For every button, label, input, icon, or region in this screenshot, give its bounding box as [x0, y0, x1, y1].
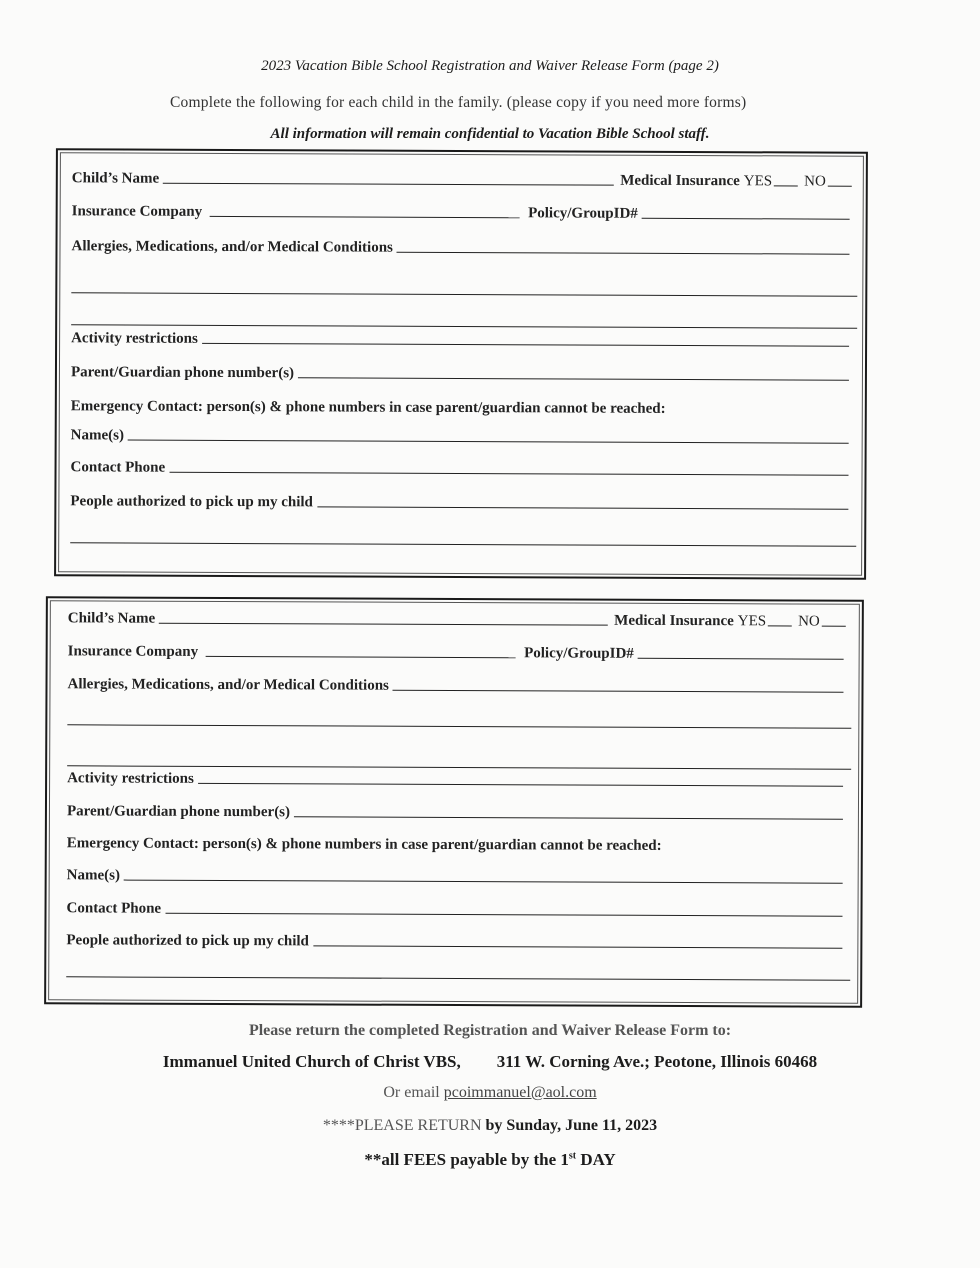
return-deadline [0, 1117, 980, 1135]
activity-restrictions-label: Activity restrictions [71, 330, 198, 347]
confidentiality-note: All information will remain confidential to Vacation Bible School staff. [270, 126, 710, 142]
names-label: Name(s) [70, 427, 125, 444]
names-row [71, 427, 853, 447]
parent-phone-field[interactable] [294, 815, 843, 819]
insurance-no-label: NO [798, 613, 820, 630]
pickup-row [70, 493, 852, 513]
activity-row [71, 330, 853, 350]
policy-group-label: Policy/GroupID# [524, 645, 634, 662]
insurance-company-label: Insurance Company [71, 203, 203, 220]
contact-phone-field[interactable] [169, 471, 848, 476]
email-link[interactable]: pcoimmanuel@aol.com [443, 1084, 597, 1101]
names-label: Name(s) [66, 867, 121, 884]
child-form-1 [54, 148, 868, 580]
pickup-row [66, 932, 846, 952]
authorized-pickup-field[interactable] [317, 505, 848, 509]
form-title: 2023 Vacation Bible School Registration and Waiver Release Form (page 2) [261, 58, 719, 74]
authorized-pickup-label: People authorized to pick up my child [66, 932, 309, 950]
allergies-row [67, 676, 847, 696]
insurance-no-label: NO [804, 173, 826, 190]
pickup-line-2[interactable] [70, 542, 856, 546]
child-name-field[interactable] [163, 182, 614, 186]
allergies-field[interactable] [393, 689, 844, 693]
parent-phone-row [67, 803, 847, 823]
policy-group-field[interactable] [638, 657, 844, 660]
emergency-row [67, 835, 847, 855]
child-name-row [72, 170, 854, 190]
insurance-row [68, 643, 848, 663]
emergency-row [71, 398, 853, 418]
instructions-text: Complete the following for each child in the family. (please copy if you need more forms) [170, 94, 747, 111]
allergies-field[interactable] [397, 251, 850, 255]
authorized-pickup-field[interactable] [313, 944, 842, 948]
activity-restrictions-field[interactable] [198, 782, 843, 787]
contact-phone-label: Contact Phone [70, 459, 166, 476]
fees-superscript: st [568, 1150, 577, 1162]
medical-insurance-label: Medical Insurance [614, 612, 734, 630]
medical-insurance-label: Medical Insurance [620, 172, 740, 190]
child-form-2 [44, 596, 864, 1008]
insurance-row [72, 203, 854, 223]
parent-phone-field[interactable] [298, 376, 849, 380]
child-name-row [68, 610, 848, 630]
please-return-label: ****PLEASE RETURN [322, 1117, 482, 1134]
insurance-company-label: Insurance Company [67, 643, 199, 660]
child-name-label: Child’s Name [67, 610, 156, 627]
insurance-yes-field[interactable] [768, 624, 792, 626]
allergies-row [71, 238, 853, 258]
emergency-contact-label: Emergency Contact: person(s) & phone numbers in case parent/guardian cannot be reached: [66, 835, 662, 854]
policy-group-label: Policy/GroupID# [528, 205, 638, 222]
activity-row [67, 770, 847, 790]
email-line [0, 1084, 980, 1102]
allergies-label: Allergies, Medications, and/or Medical Conditions [71, 238, 393, 256]
parent-phone-label: Parent/Guardian phone number(s) [70, 364, 295, 382]
insurance-no-field[interactable] [822, 625, 846, 627]
insurance-company-field[interactable] [210, 215, 520, 218]
activity-restrictions-label: Activity restrictions [67, 770, 194, 787]
allergies-label: Allergies, Medications, and/or Medical Conditions [67, 676, 389, 694]
authorized-pickup-label: People authorized to pick up my child [70, 493, 313, 511]
parent-phone-label: Parent/Guardian phone number(s) [66, 803, 291, 821]
allergies-line-2[interactable] [71, 292, 857, 296]
insurance-yes-label: YES [743, 173, 773, 190]
allergies-line-3[interactable] [71, 324, 857, 328]
street-address: 311 W. Corning Ave.; Peotone, Illinois 60468 [496, 1052, 818, 1071]
allergies-line-3[interactable] [67, 765, 851, 769]
names-field[interactable] [124, 879, 843, 884]
contact-phone-row [66, 900, 846, 920]
parent-phone-row [71, 364, 853, 384]
or-email-label: Or email [383, 1084, 440, 1101]
policy-group-field[interactable] [642, 217, 850, 220]
names-row [67, 867, 847, 887]
church-name: Immanuel United Church of Christ VBS, [162, 1052, 461, 1071]
child-name-label: Child’s Name [71, 170, 160, 187]
contact-phone-label: Contact Phone [66, 900, 162, 917]
pickup-line-2[interactable] [66, 976, 850, 980]
return-instructions: Please return the completed Registration and Waiver Release Form to: [248, 1022, 732, 1039]
insurance-yes-field[interactable] [774, 184, 798, 186]
activity-restrictions-field[interactable] [202, 342, 849, 347]
fees-note [0, 1150, 980, 1170]
church-address [0, 1052, 980, 1072]
child-name-field[interactable] [159, 622, 608, 626]
names-field[interactable] [128, 439, 849, 444]
contact-phone-row [71, 459, 853, 479]
fees-text: **all FEES payable by the 1 [364, 1150, 569, 1169]
fees-day: DAY [576, 1150, 616, 1169]
insurance-no-field[interactable] [828, 185, 852, 187]
insurance-yes-label: YES [737, 613, 767, 630]
emergency-contact-label: Emergency Contact: person(s) & phone numbers in case parent/guardian cannot be reached: [70, 398, 666, 417]
contact-phone-field[interactable] [165, 912, 842, 917]
return-date: by Sunday, June 11, 2023 [485, 1117, 658, 1134]
allergies-line-2[interactable] [67, 724, 851, 728]
insurance-company-field[interactable] [206, 655, 516, 658]
